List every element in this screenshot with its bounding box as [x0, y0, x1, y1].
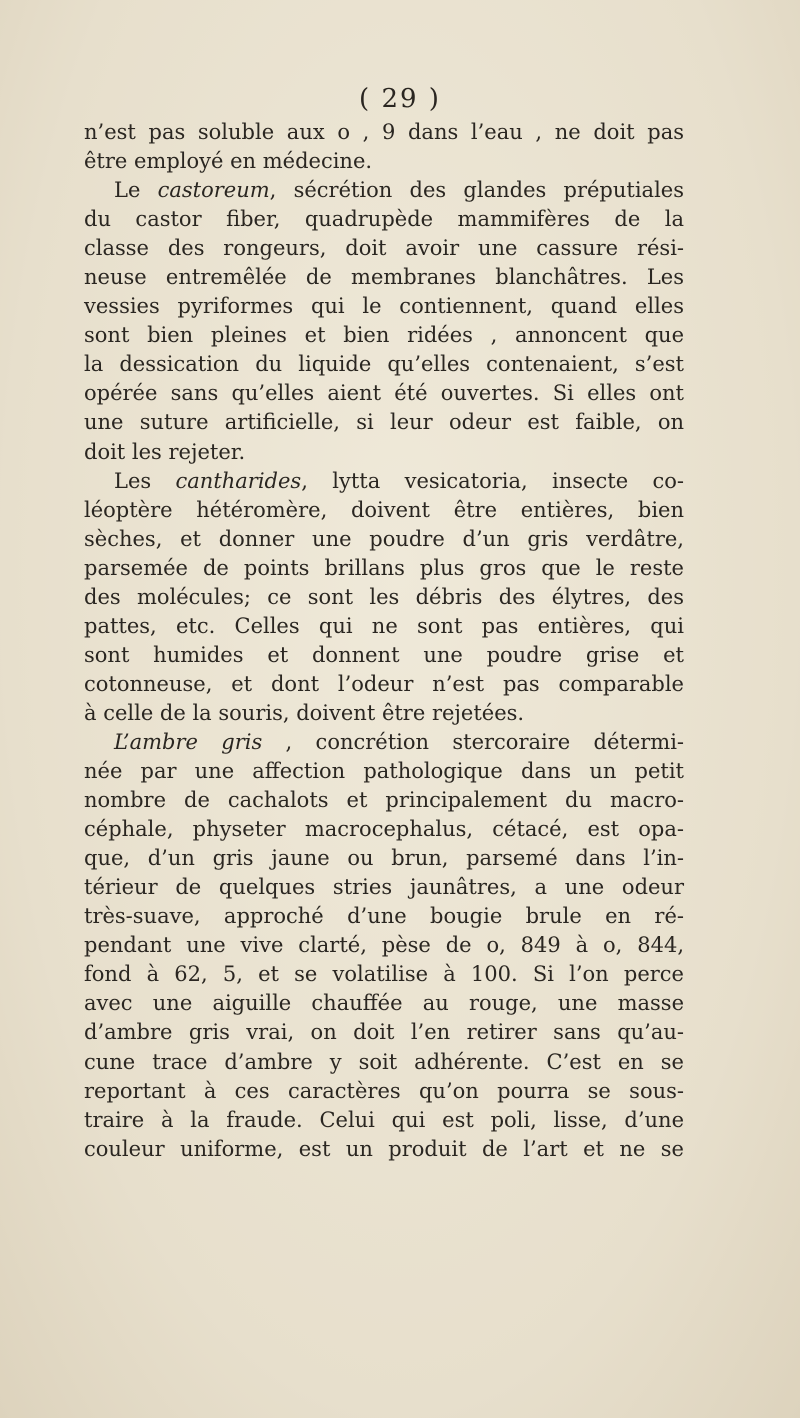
- line-text: Les: [114, 468, 176, 493]
- text-line: [84, 1048, 684, 1077]
- line-text: sont bien pleines et bien ridées , annoncent que: [84, 323, 684, 348]
- line-text: parsemée de points brillans plus gros que le reste: [84, 555, 684, 580]
- text-line: [84, 118, 684, 147]
- line-text: née par une affection pathologique dans un petit: [84, 759, 684, 784]
- line-text: neuse entremêlée de membranes blanchâtres. Les: [84, 265, 684, 290]
- line-text: n’est pas soluble aux o , 9 dans l’eau , ne doit pas: [84, 120, 684, 144]
- text-line: [84, 612, 684, 641]
- line-text: pattes, etc. Celles qui ne sont pas entières, qui: [84, 613, 684, 638]
- text-line: [84, 176, 684, 205]
- text-line: [84, 699, 684, 728]
- text-line: [84, 1106, 684, 1135]
- text-line: [84, 989, 684, 1018]
- line-text: à celle de la souris, doivent être rejetées.: [84, 700, 525, 725]
- line-text: pendant une vive clarté, pèse de o, 849 à o, 844,: [84, 933, 684, 958]
- text-line: [84, 757, 684, 786]
- line-text: vessies pyriformes qui le contiennent, quand elles: [84, 294, 684, 319]
- line-text: léoptère hétéromère, doivent être entières, bien: [84, 497, 684, 522]
- text-line: [84, 234, 684, 263]
- text-line: [84, 496, 684, 525]
- line-text: , sécrétion des glandes préputiales: [269, 178, 684, 203]
- line-text: être employé en médecine.: [84, 149, 373, 174]
- text-line: [84, 205, 684, 234]
- italic-term: L’ambre gris: [114, 729, 263, 754]
- line-text: que, d’un gris jaune ou brun, parsemé dans l’in-: [84, 846, 684, 871]
- text-line: [84, 931, 684, 960]
- line-text: fond à 62, 5, et se volatilise à 100. Si l’on perce: [84, 962, 684, 987]
- line-text: térieur de quelques stries jaunâtres, a une odeur: [84, 875, 684, 900]
- text-line: [84, 1018, 684, 1047]
- line-text: classe des rongeurs, doit avoir une cassure rési-: [84, 236, 684, 261]
- page-text: [84, 118, 684, 1164]
- text-line: [84, 554, 684, 583]
- line-text: cotonneuse, et dont l’odeur n’est pas comparable: [84, 671, 684, 696]
- text-line: [84, 321, 684, 350]
- text-line: [84, 438, 684, 467]
- line-text: sèches, et donner une poudre d’un gris verdâtre,: [84, 526, 684, 551]
- line-text: des molécules; ce sont les débris des élytres, des: [84, 584, 684, 609]
- line-text: une suture artificielle, si leur odeur est faible, on: [84, 410, 684, 435]
- text-line: [84, 408, 684, 437]
- line-text: traire à la fraude. Celui qui est poli, lisse, d’une: [84, 1107, 684, 1132]
- line-text: , concrétion stercoraire détermi-: [262, 729, 685, 754]
- line-text: reportant à ces caractères qu’on pourra se sous-: [84, 1078, 684, 1103]
- text-line: [84, 844, 684, 873]
- text-line: [84, 873, 684, 902]
- text-line: [84, 960, 684, 989]
- line-text: nombre de cachalots et principalement du macro-: [84, 788, 684, 813]
- text-line: [84, 1135, 684, 1164]
- line-text: couleur uniforme, est un produit de l’art et ne se: [84, 1136, 684, 1161]
- text-line: [84, 728, 684, 757]
- italic-term: cantharides: [175, 468, 302, 493]
- line-text: cune trace d’ambre y soit adhérente. C’est en se: [84, 1049, 684, 1074]
- text-line: [84, 1077, 684, 1106]
- text-line: [84, 467, 684, 496]
- text-line: [84, 902, 684, 931]
- text-line: [84, 350, 684, 379]
- line-text: sont humides et donnent une poudre grise et: [84, 642, 684, 667]
- page-number: ( 29 ): [359, 84, 441, 114]
- text-line: [84, 670, 684, 699]
- line-text: la dessication du liquide qu’elles contenaient, s’est: [84, 352, 684, 377]
- line-text: très-suave, approché d’une bougie brule en ré-: [84, 904, 684, 929]
- line-text: Le: [114, 178, 158, 203]
- italic-term: castoreum: [157, 178, 270, 203]
- line-text: céphale, physeter macrocephalus, cétacé, est opa-: [84, 817, 684, 842]
- text-line: [84, 263, 684, 292]
- line-text: , lytta vesicatoria, insecte co-: [301, 468, 684, 493]
- line-text: d’ambre gris vrai, on doit l’en retirer sans qu’au-: [84, 1020, 684, 1045]
- line-text: doit les rejeter.: [84, 439, 246, 464]
- text-line: [84, 525, 684, 554]
- line-text: opérée sans qu’elles aient été ouvertes. Si elles ont: [84, 381, 684, 406]
- text-line: [84, 641, 684, 670]
- text-line: [84, 786, 684, 815]
- text-line: [84, 379, 684, 408]
- text-line: [84, 815, 684, 844]
- text-line: [84, 583, 684, 612]
- text-line: [84, 292, 684, 321]
- line-text: du castor fiber, quadrupède mammifères de la: [84, 207, 684, 232]
- text-line: [84, 147, 684, 176]
- line-text: avec une aiguille chauffée au rouge, une masse: [84, 991, 684, 1016]
